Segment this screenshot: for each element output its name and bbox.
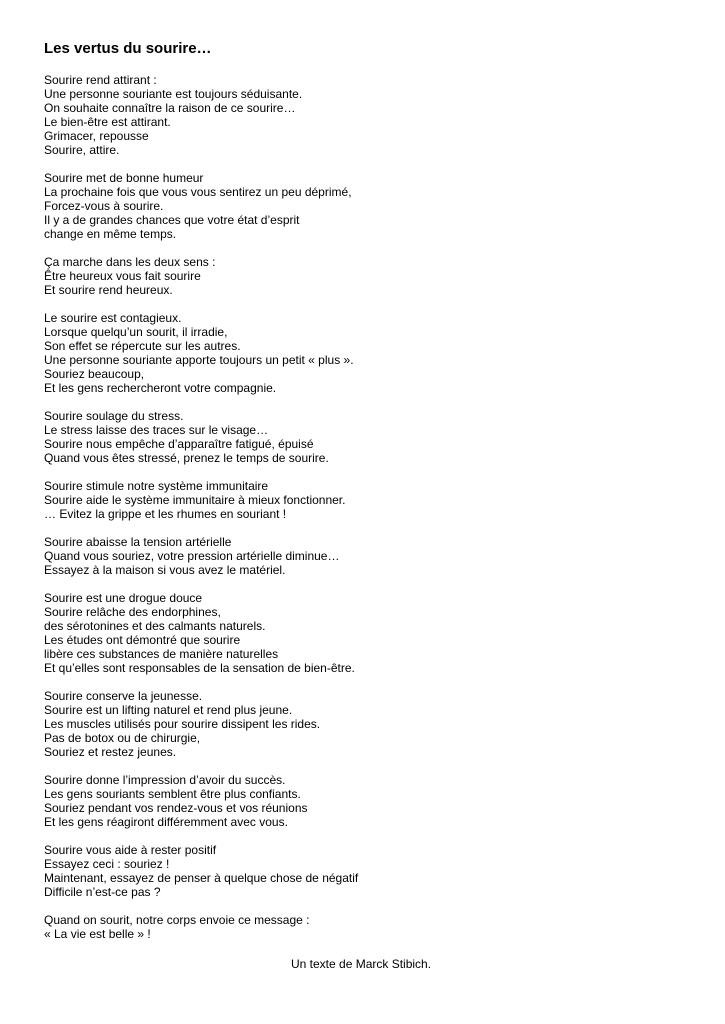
text-line: Sourire vous aide à rester positif <box>44 843 217 857</box>
paragraph <box>44 409 684 465</box>
text-line: Sourire nous empêche d’apparaître fatigué, épuisé <box>44 437 314 451</box>
text-line: La prochaine fois que vous vous sentirez un peu déprimé, <box>44 185 352 199</box>
text-line: Sourire, attire. <box>44 143 120 157</box>
text-line: Il y a de grandes chances que votre état d’esprit <box>44 213 300 227</box>
text-line: Grimacer, repousse <box>44 129 149 143</box>
text-line: Les muscles utilisés pour sourire dissipent les rides. <box>44 717 321 731</box>
text-line: Une personne souriante apporte toujours un petit « plus ». <box>44 353 354 367</box>
text-line: des sérotonines et des calmants naturels. <box>44 619 266 633</box>
text-line: Sourire aide le système immunitaire à mieux fonctionner. <box>44 493 346 507</box>
text-line: Ça marche dans les deux sens : <box>44 255 216 269</box>
paragraph <box>44 255 684 297</box>
text-line: Sourire soulage du stress. <box>44 409 184 423</box>
text-line: Le stress laisse des traces sur le visage… <box>44 423 269 437</box>
text-line: Et qu’elles sont responsables de la sensation de bien-être. <box>44 661 355 675</box>
text-line: Et les gens réagiront différemment avec vous. <box>44 815 288 829</box>
text-line: Les études ont démontré que sourire <box>44 633 241 647</box>
text-line: Quand on sourit, notre corps envoie ce message : <box>44 913 310 927</box>
text-line: Et les gens rechercheront votre compagnie. <box>44 381 277 395</box>
paragraph <box>44 171 684 241</box>
text-line: Maintenant, essayez de penser à quelque chose de négatif <box>44 871 359 885</box>
paragraph <box>44 913 684 941</box>
document-body <box>44 73 684 955</box>
text-line: Être heureux vous fait sourire <box>44 269 201 283</box>
text-line: Essayez à la maison si vous avez le matériel. <box>44 563 286 577</box>
text-line: Souriez beaucoup, <box>44 367 145 381</box>
text-line: libère ces substances de manière naturelles <box>44 647 279 661</box>
paragraph <box>44 535 684 577</box>
document-title: Les vertus du sourire… <box>44 40 212 57</box>
text-line: Une personne souriante est toujours séduisante. <box>44 87 303 101</box>
text-line: Pas de botox ou de chirurgie, <box>44 731 201 745</box>
text-line: Le bien-être est attirant. <box>44 115 171 129</box>
text-line: Sourire rend attirant : <box>44 73 157 87</box>
text-line: Sourire met de bonne humeur <box>44 171 204 185</box>
paragraph <box>44 311 684 395</box>
text-line: On souhaite connaître la raison de ce sourire… <box>44 101 296 115</box>
text-line: Souriez et restez jeunes. <box>44 745 177 759</box>
text-line: Forcez-vous à sourire. <box>44 199 164 213</box>
paragraph <box>44 591 684 675</box>
text-line: Sourire est un lifting naturel et rend plus jeune. <box>44 703 293 717</box>
text-line: Et sourire rend heureux. <box>44 283 173 297</box>
author-signature: Un texte de Marck Stibich. <box>291 957 432 971</box>
text-line: Sourire stimule notre système immunitaire <box>44 479 269 493</box>
text-line: … Evitez la grippe et les rhumes en souriant ! <box>44 507 287 521</box>
text-line: Quand vous souriez, votre pression artérielle diminue… <box>44 549 340 563</box>
text-line: « La vie est belle » ! <box>44 927 151 941</box>
text-line: Souriez pendant vos rendez-vous et vos réunions <box>44 801 308 815</box>
paragraph <box>44 689 684 759</box>
paragraph <box>44 843 684 899</box>
text-line: Sourire donne l’impression d’avoir du succès. <box>44 773 286 787</box>
text-line: Les gens souriants semblent être plus confiants. <box>44 787 301 801</box>
text-line: change en même temps. <box>44 227 177 241</box>
text-line: Sourire relâche des endorphines, <box>44 605 221 619</box>
text-line: Essayez ceci : souriez ! <box>44 857 170 871</box>
paragraph <box>44 73 684 157</box>
text-line: Son effet se répercute sur les autres. <box>44 339 241 353</box>
paragraph <box>44 773 684 829</box>
text-line: Lorsque quelqu’un sourit, il irradie, <box>44 325 228 339</box>
text-line: Quand vous êtes stressé, prenez le temps de sourire. <box>44 451 329 465</box>
text-line: Difficile n’est-ce pas ? <box>44 885 161 899</box>
text-line: Sourire est une drogue douce <box>44 591 203 605</box>
text-line: Sourire conserve la jeunesse. <box>44 689 203 703</box>
text-line: Le sourire est contagieux. <box>44 311 182 325</box>
text-line: Sourire abaisse la tension artérielle <box>44 535 232 549</box>
paragraph <box>44 479 684 521</box>
